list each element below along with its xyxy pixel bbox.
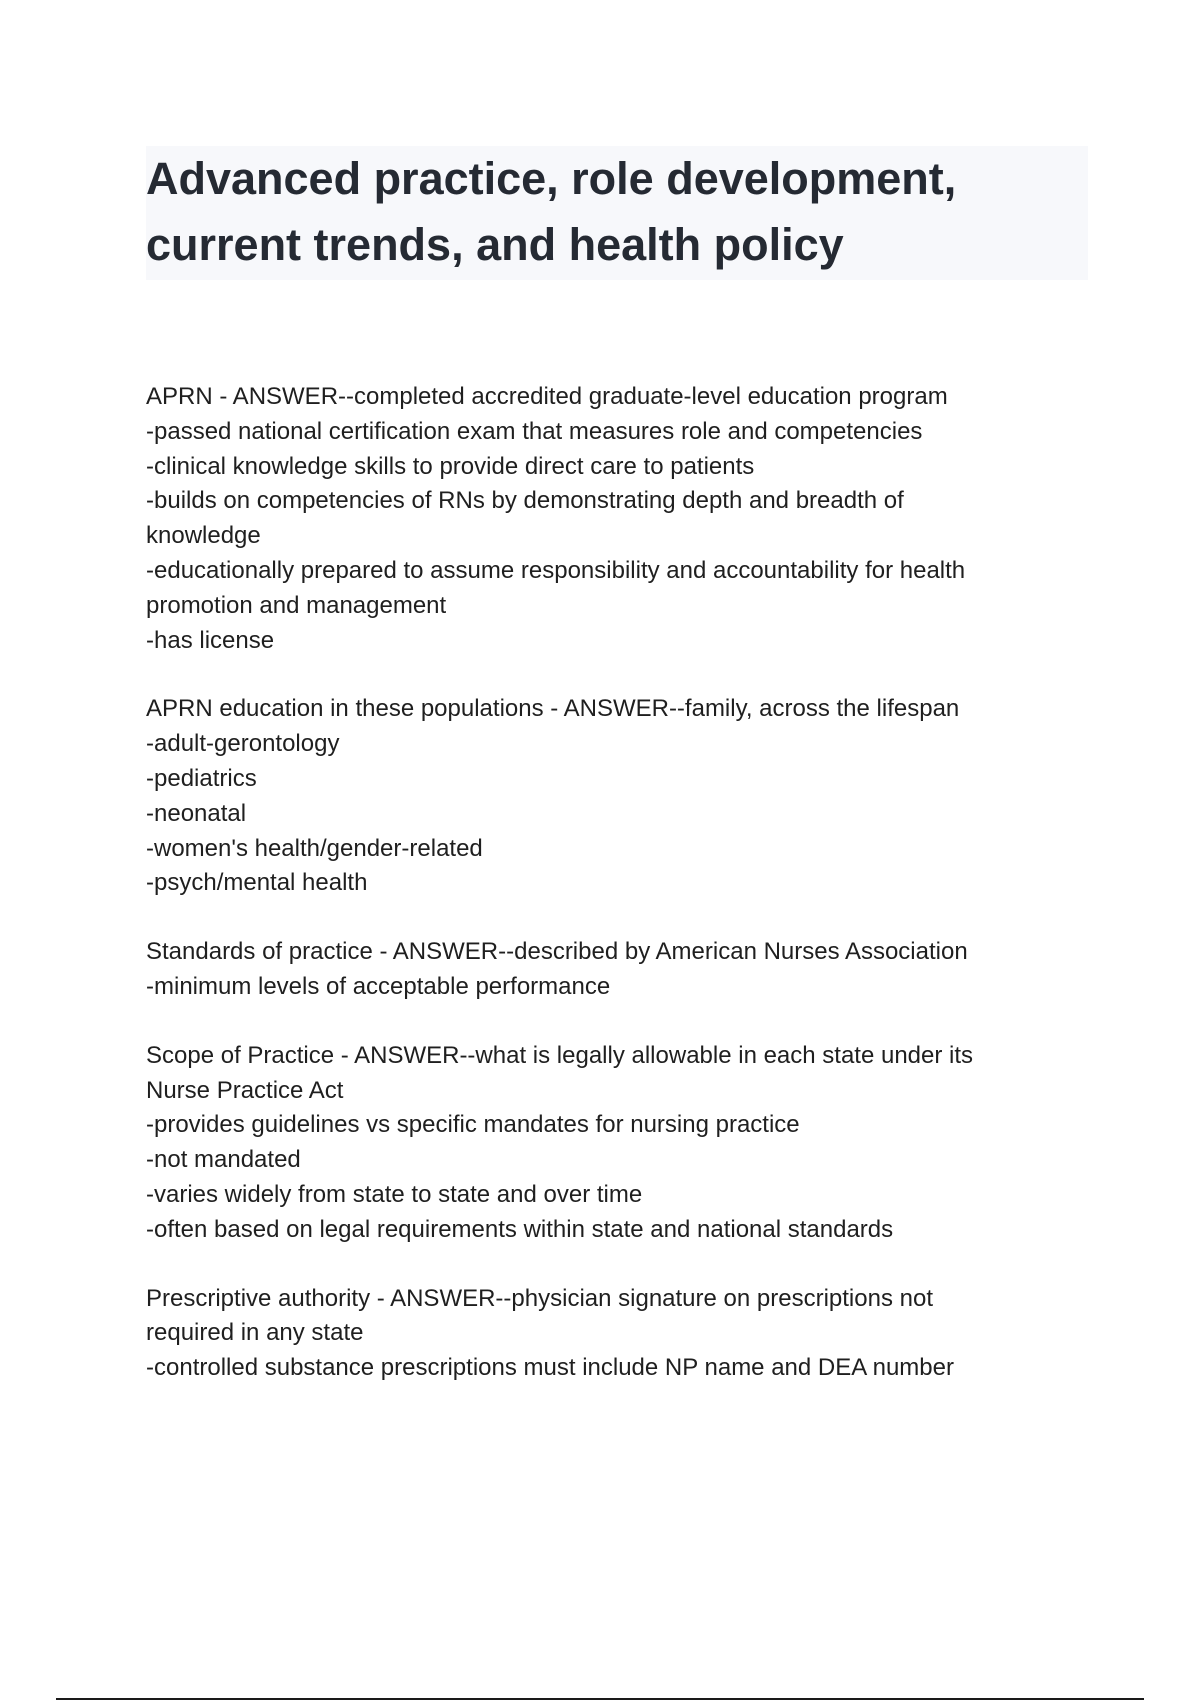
entry-line: -passed national certification exam that measures role and competencies — [146, 417, 923, 445]
qa-entry-standards-of-practice — [146, 935, 1086, 1005]
entry-line: -neonatal — [146, 799, 247, 827]
entry-line: promotion and management — [146, 591, 447, 619]
entry-line: required in any state — [146, 1319, 364, 1347]
entry-line: -adult-gerontology — [146, 730, 340, 758]
entry-line: -psych/mental health — [146, 869, 368, 897]
qa-entry-prescriptive-authority — [146, 1282, 1086, 1386]
entry-line: Nurse Practice Act — [146, 1076, 344, 1104]
entry-line: -builds on competencies of RNs by demonstrating depth and breadth of — [146, 487, 904, 515]
qa-entry-scope-of-practice — [146, 1039, 1086, 1248]
entry-line: -varies widely from state to state and over time — [146, 1180, 643, 1208]
entry-line: -clinical knowledge skills to provide direct care to patients — [146, 452, 755, 480]
entry-line: APRN - ANSWER--completed accredited graduate-level education program — [146, 383, 948, 410]
page-title-line-2: current trends, and health policy — [146, 219, 844, 270]
entry-line: -controlled substance prescriptions must include NP name and DEA number — [146, 1354, 954, 1382]
entry-line: -provides guidelines vs specific mandates for nursing practice — [146, 1111, 800, 1139]
entry-line: APRN education in these populations - ANSWER--family, across the lifespan — [146, 695, 960, 723]
entry-line: -minimum levels of acceptable performance — [146, 972, 611, 1000]
entry-line: -has license — [146, 626, 275, 654]
entry-line: -not mandated — [146, 1146, 301, 1174]
entry-line: Prescriptive authority - ANSWER--physician signature on prescriptions not — [146, 1284, 933, 1312]
page-title-line-1: Advanced practice, role development, — [146, 153, 957, 204]
entry-line: -often based on legal requirements within state and national standards — [146, 1215, 894, 1243]
qa-entry-aprn — [146, 380, 1086, 658]
entry-line: -women's health/gender-related — [146, 834, 483, 862]
qa-content — [146, 380, 1086, 1420]
title-box — [146, 146, 1088, 280]
page-title — [146, 146, 1088, 278]
entry-line: knowledge — [146, 522, 261, 550]
qa-entry-aprn-populations — [146, 692, 1086, 901]
entry-line: -educationally prepared to assume responsibility and accountability for health — [146, 556, 966, 584]
entry-line: Scope of Practice - ANSWER--what is legally allowable in each state under its — [146, 1041, 974, 1069]
entry-line: -pediatrics — [146, 764, 257, 792]
entry-line: Standards of practice - ANSWER--described by American Nurses Association — [146, 938, 968, 966]
